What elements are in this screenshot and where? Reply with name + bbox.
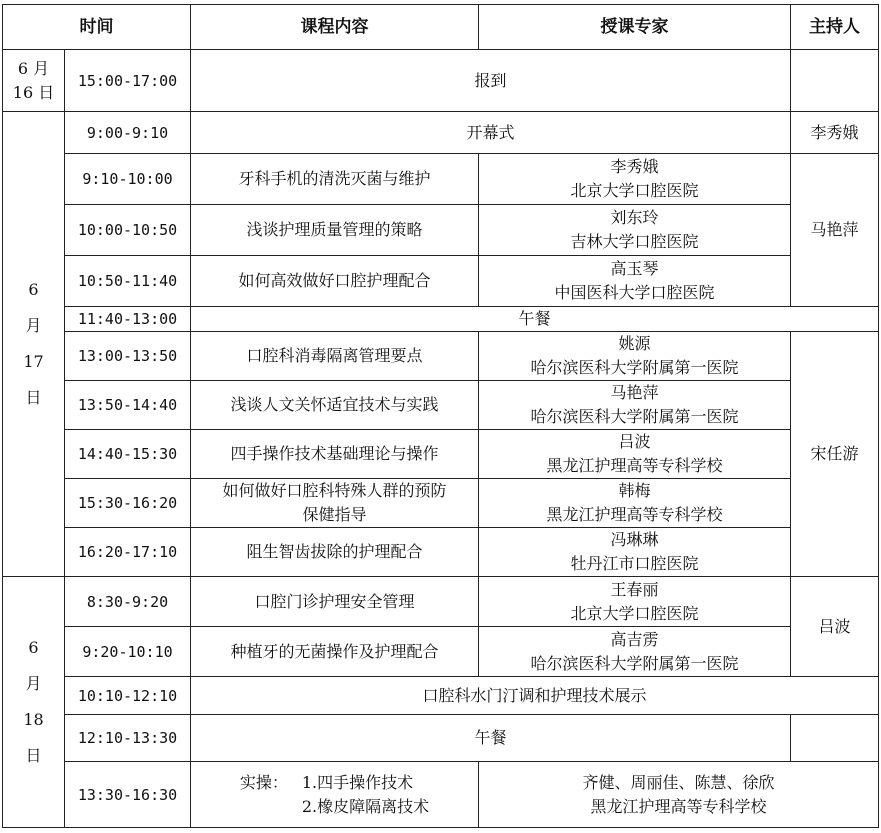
time-cell: 10:50-11:40 [65, 256, 191, 307]
expert-org: 哈尔滨医科大学附属第一医院 [530, 407, 739, 426]
expert-cell [479, 479, 791, 528]
course-cell: 如何高效做好口腔护理配合 [191, 256, 479, 307]
expert-cell [479, 762, 879, 828]
course-cell: 报到 [191, 50, 791, 112]
expert-org: 吉林大学口腔医院 [570, 232, 699, 251]
table-row [3, 205, 879, 256]
time-cell: 12:10-13:30 [65, 715, 191, 762]
course-cell: 阻生智齿拔除的护理配合 [191, 528, 479, 577]
table-row [3, 577, 879, 627]
course-cell: 口腔门诊护理安全管理 [191, 577, 479, 627]
course-cell: 浅谈护理质量管理的策略 [191, 205, 479, 256]
expert-org: 哈尔滨医科大学附属第一医院 [530, 653, 739, 673]
course-cell: 口腔科水门汀调和护理技术展示 [191, 677, 879, 715]
table-row [3, 332, 879, 381]
expert-cell [479, 577, 791, 627]
time-cell: 13:50-14:40 [65, 381, 191, 430]
date-line: 月 [25, 674, 42, 693]
table-row [3, 154, 879, 205]
date-line: 18 [23, 710, 44, 729]
table-row [3, 677, 879, 715]
date-line: 月 [25, 316, 42, 335]
table-row [3, 715, 879, 762]
course-cell: 口腔科消毒隔离管理要点 [191, 332, 479, 381]
practice-items [302, 771, 429, 819]
time-cell: 14:40-15:30 [65, 430, 191, 479]
time-cell: 13:00-13:50 [65, 332, 191, 381]
expert-org: 黑龙江护理高等专科学校 [546, 505, 723, 524]
time-cell: 9:00-9:10 [65, 112, 191, 154]
practice-block [195, 771, 474, 819]
course-cell [191, 479, 479, 528]
host-cell [791, 715, 879, 762]
expert-name: 李秀娥 [610, 157, 659, 176]
expert-cell [479, 256, 791, 307]
date-line: 6 [28, 280, 39, 299]
table-row [3, 50, 879, 112]
time-cell: 9:20-10:10 [65, 627, 191, 677]
expert-cell [479, 154, 791, 205]
expert-name: 刘东玲 [610, 208, 659, 227]
expert-name: 韩梅 [618, 481, 651, 500]
course-line: 保健指导 [302, 505, 367, 524]
host-cell [791, 50, 879, 112]
date-line: 日 [25, 746, 42, 765]
table-row [3, 627, 879, 677]
expert-org: 北京大学口腔医院 [570, 181, 699, 200]
expert-cell [479, 332, 791, 381]
expert-org: 北京大学口腔医院 [570, 603, 699, 623]
time-cell: 9:10-10:00 [65, 154, 191, 205]
expert-name: 吕波 [618, 432, 651, 451]
time-cell: 15:30-16:20 [65, 479, 191, 528]
date-cell [3, 112, 65, 577]
host-cell: 吕波 [791, 577, 879, 677]
expert-org: 黑龙江护理高等专科学校 [590, 796, 767, 816]
course-cell: 午餐 [191, 715, 791, 762]
practice-item: 2.橡皮障隔离技术 [301, 796, 430, 816]
time-cell: 11:40-13:00 [65, 307, 191, 332]
expert-org: 哈尔滨医科大学附属第一医院 [530, 358, 739, 377]
header-row [3, 5, 879, 50]
table-row [3, 381, 879, 430]
time-cell: 8:30-9:20 [65, 577, 191, 627]
time-cell: 15:00-17:00 [65, 50, 191, 112]
table-row [3, 307, 879, 332]
expert-name: 高玉琴 [610, 259, 659, 278]
expert-cell [479, 381, 791, 430]
date-cell [3, 50, 65, 112]
expert-org: 中国医科大学口腔医院 [554, 283, 715, 302]
expert-org: 黑龙江护理高等专科学校 [546, 456, 723, 475]
expert-name: 高吉雳 [610, 629, 659, 649]
expert-cell [479, 627, 791, 677]
expert-name: 马艳萍 [610, 383, 659, 402]
table-row [3, 762, 879, 828]
course-line: 如何做好口腔科特殊人群的预防 [222, 481, 447, 500]
date-line: 日 [25, 388, 42, 407]
host-cell: 马艳萍 [791, 154, 879, 307]
date-line: 17 [23, 352, 44, 371]
course-cell: 午餐 [191, 307, 879, 332]
expert-name: 王春丽 [610, 579, 659, 599]
expert-cell [479, 430, 791, 479]
date-line: 16 日 [12, 82, 55, 102]
expert-name: 冯琳琳 [610, 530, 659, 549]
course-cell: 四手操作技术基础理论与操作 [191, 430, 479, 479]
host-cell: 宋任游 [791, 332, 879, 577]
expert-cell [479, 205, 791, 256]
expert-cell [479, 528, 791, 577]
time-cell: 16:20-17:10 [65, 528, 191, 577]
course-cell: 开幕式 [191, 112, 791, 154]
header-course: 课程内容 [191, 5, 479, 50]
practice-item: 1.四手操作技术 [301, 772, 414, 792]
expert-name: 姚源 [618, 334, 651, 353]
header-host: 主持人 [791, 5, 879, 50]
header-expert: 授课专家 [479, 5, 791, 50]
expert-name: 齐健、周丽佳、陈慧、徐欣 [582, 772, 775, 792]
table-row [3, 430, 879, 479]
table-row [3, 528, 879, 577]
host-cell: 李秀娥 [791, 112, 879, 154]
course-cell: 牙科手机的清洗灭菌与维护 [191, 154, 479, 205]
date-cell [3, 577, 65, 828]
practice-label: 实操： [239, 772, 288, 792]
time-cell: 10:10-12:10 [65, 677, 191, 715]
time-cell: 13:30-16:30 [65, 762, 191, 828]
table-row [3, 479, 879, 528]
table-row [3, 256, 879, 307]
date-line: 6 [28, 638, 39, 657]
course-cell: 浅谈人文关怀适宜技术与实践 [191, 381, 479, 430]
table-row [3, 112, 879, 154]
expert-org: 牡丹江市口腔医院 [570, 554, 699, 573]
time-cell: 10:00-10:50 [65, 205, 191, 256]
header-time: 时间 [3, 5, 191, 50]
course-cell [191, 762, 479, 828]
date-line: 6 月 [17, 58, 50, 78]
schedule-table [2, 4, 879, 828]
course-cell: 种植牙的无菌操作及护理配合 [191, 627, 479, 677]
